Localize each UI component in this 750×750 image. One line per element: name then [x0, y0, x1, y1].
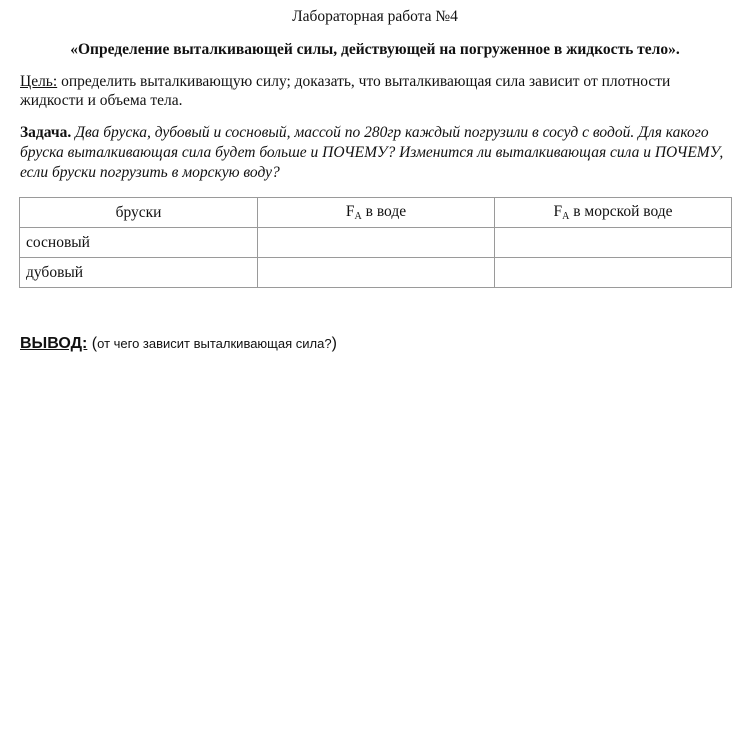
goal-label: Цель:: [20, 73, 58, 90]
task-paragraph: [20, 123, 732, 183]
conclusion-label: ВЫВОД:: [20, 335, 88, 352]
row-oak-water[interactable]: [258, 258, 495, 288]
header-sea-sub: A: [562, 211, 570, 222]
header-water-f: F: [345, 203, 355, 220]
table-row: [20, 228, 732, 258]
header-bars-label: бруски: [115, 203, 162, 221]
results-table: [19, 197, 732, 288]
row-oak-sea-water[interactable]: [495, 258, 732, 288]
table-header-row: [20, 198, 732, 228]
row-pine-sea-water[interactable]: [495, 228, 732, 258]
conclusion-note: от чего зависит выталкивающая сила?: [97, 336, 332, 351]
conclusion-close-paren: ): [331, 335, 337, 352]
goal-paragraph: [20, 72, 732, 110]
goal-text: определить выталкивающую силу; доказать, что выталкивающая сила зависит от плотности жидкости и объема тела.: [20, 73, 671, 109]
row-pine-water[interactable]: [258, 228, 495, 258]
table-row: [20, 258, 732, 288]
header-water-rest: в воде: [361, 203, 407, 220]
lab-subtitle: «Определение выталкивающей силы, действующей на погруженное в жидкость тело».: [70, 41, 680, 58]
header-sea-rest: в морской воде: [569, 203, 673, 220]
header-bars: [20, 198, 258, 228]
conclusion-line: [20, 334, 732, 354]
task-label: Задача.: [20, 124, 72, 141]
header-sea-water: [495, 198, 732, 228]
lab-title: Лабораторная работа №4: [292, 8, 458, 25]
row-oak-name: дубовый: [20, 258, 258, 288]
row-pine-name: сосновый: [20, 228, 258, 258]
header-water: [258, 198, 495, 228]
header-water-sub: A: [354, 211, 362, 222]
task-text: Два бруска, дубовый и сосновый, массой по 280гр каждый погрузили в сосуд с водой. Для какого бруска выталкивающая сила будет больше и ПОЧЕМУ? Изменится ли выталкивающая сила и ПОЧЕМУ, если бруски погрузить в морскую воду?: [20, 124, 724, 181]
conclusion-open-paren: (: [87, 335, 98, 352]
header-sea-f: F: [553, 203, 563, 220]
